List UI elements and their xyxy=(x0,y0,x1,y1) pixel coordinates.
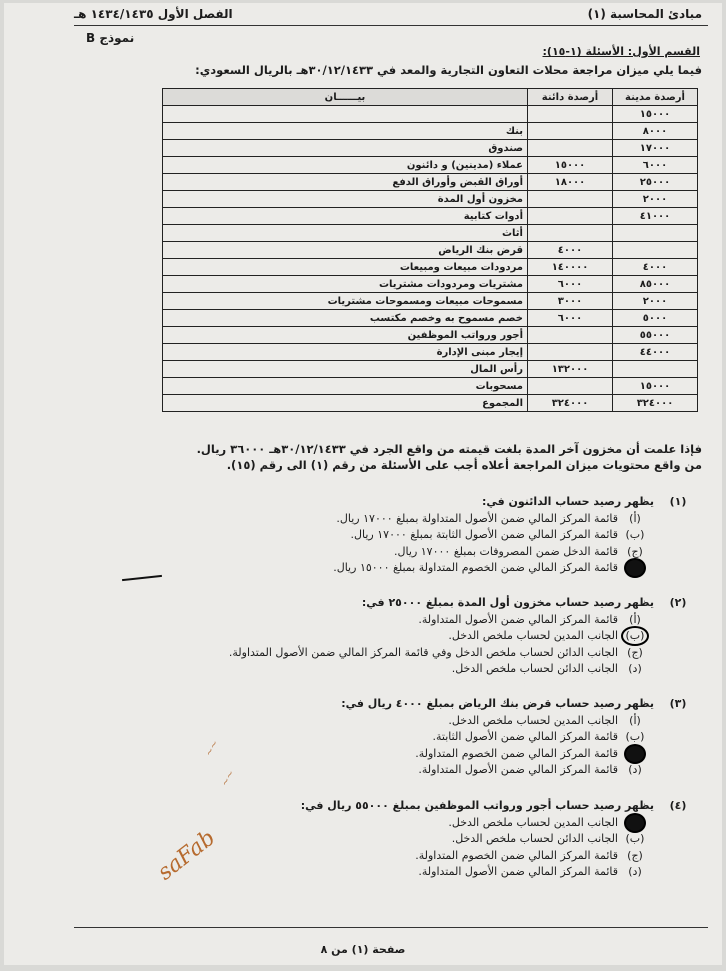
course-title: مبادئ المحاسبة (١) xyxy=(587,7,702,21)
option-letter: (ج) xyxy=(627,544,643,558)
credit-cell: ١٨٠٠٠ xyxy=(528,174,613,191)
option-text: قائمة المركز المالي ضمن الأصول المتداولة. xyxy=(418,763,618,777)
table-row xyxy=(163,293,698,310)
option-text: الجانب الدائن لحساب ملخص الدخل وفي قائمة المركز المالي ضمن الأصول المتداولة. xyxy=(228,645,618,659)
option-letter: (ج) xyxy=(627,848,643,862)
question-text: يظهر رصيد حساب قرض بنك الرياض بمبلغ ٤٠٠٠ ريال في: xyxy=(341,697,654,710)
answer-option[interactable] xyxy=(44,814,702,831)
credit-cell xyxy=(528,208,613,225)
option-text: الجانب المدين لحساب ملخص الدخل. xyxy=(448,713,618,727)
semester-label: الفصل الأول ١٤٣٤/١٤٣٥ هـ xyxy=(74,7,233,21)
desc-cell: مسموحات مبيعات ومسموحات مشتريات xyxy=(163,293,528,310)
desc-cell: إيجار مبنى الإدارة xyxy=(163,344,528,361)
desc-cell: صندوق xyxy=(163,140,528,157)
credit-cell: ١٤٠٠٠٠ xyxy=(528,259,613,276)
debit-cell: ٤١٠٠٠ xyxy=(613,208,698,225)
question-number: (٢) xyxy=(669,596,687,609)
debit-cell xyxy=(613,361,698,378)
credit-cell xyxy=(528,327,613,344)
credit-cell: ١٣٢٠٠٠ xyxy=(528,361,613,378)
option-text: الجانب المدين لحساب ملخص الدخل. xyxy=(448,815,618,829)
desc-cell: مسحوبات xyxy=(163,378,528,395)
option-letter: (أ) xyxy=(629,612,641,626)
margin-scribble: ~~ xyxy=(203,738,222,759)
credit-cell xyxy=(528,225,613,242)
table-row xyxy=(163,361,698,378)
option-text: الجانب الدائن لحساب ملخص الدخل. xyxy=(451,832,618,846)
option-letter: (ب) xyxy=(625,528,645,542)
option-letter: (ب) xyxy=(625,730,645,744)
desc-cell: أوراق القبض وأوراق الدفع xyxy=(163,174,528,191)
credit-cell: ٣٠٠٠ xyxy=(528,293,613,310)
answer-option[interactable] xyxy=(44,628,702,645)
section-intro: فيما يلي ميزان مراجعة محلات التعاون التجارية والمعد في ٣٠/١٢/١٤٣٣هـ بالريال السعودي: xyxy=(195,63,702,77)
table-row xyxy=(163,242,698,259)
table-row xyxy=(163,225,698,242)
table-row xyxy=(163,344,698,361)
desc-cell: أجور ورواتب الموظفين xyxy=(163,327,528,344)
debit-cell: ٤٠٠٠ xyxy=(613,259,698,276)
question-2 xyxy=(44,594,702,677)
debit-cell: ٦٠٠٠ xyxy=(613,157,698,174)
debit-cell xyxy=(613,225,698,242)
option-text: قائمة المركز المالي ضمن الأصول المتداولة بمبلغ ١٧٠٠٠ ريال. xyxy=(336,511,618,525)
option-letter: (ب) xyxy=(624,629,646,642)
option-text: قائمة المركز المالي ضمن الخصوم المتداولة. xyxy=(415,746,618,760)
desc-cell: مردودات مبيعات ومبيعات xyxy=(163,259,528,276)
trial-balance-table xyxy=(162,88,698,412)
desc-cell: رأس المال xyxy=(163,361,528,378)
table-row xyxy=(163,174,698,191)
table-row xyxy=(163,276,698,293)
debit-cell: ٢٠٠٠ xyxy=(613,293,698,310)
answer-option[interactable] xyxy=(44,762,702,779)
header-divider xyxy=(74,25,708,26)
answer-circle-mark xyxy=(624,744,646,764)
handwritten-signature: saFab xyxy=(153,825,221,886)
answer-circle-mark xyxy=(624,813,646,833)
col-credit: أرصدة دائنة xyxy=(528,89,613,106)
answer-option[interactable] xyxy=(44,644,702,661)
debit-cell: ١٥٠٠٠ xyxy=(613,106,698,123)
table-row xyxy=(163,310,698,327)
answer-option[interactable] xyxy=(44,560,702,577)
debit-cell: ١٥٠٠٠ xyxy=(613,378,698,395)
table-row xyxy=(163,157,698,174)
debit-cell: ٤٤٠٠٠ xyxy=(613,344,698,361)
page-header xyxy=(74,7,702,21)
option-letter xyxy=(624,816,646,829)
credit-cell xyxy=(528,106,613,123)
model-label: نموذج B xyxy=(86,31,135,45)
desc-cell: أدوات كتابية xyxy=(163,208,528,225)
col-desc: بيــــــان xyxy=(163,89,528,106)
option-text: قائمة الدخل ضمن المصروفات بمبلغ ١٧٠٠٠ ريال. xyxy=(394,544,618,558)
option-text: قائمة المركز المالي ضمن الأصول المتداولة. xyxy=(418,612,618,626)
debit-cell: ٥٠٠٠ xyxy=(613,310,698,327)
table-row xyxy=(163,395,698,412)
debit-cell: ٢٥٠٠٠ xyxy=(613,174,698,191)
option-text: الجانب المدين لحساب ملخص الدخل. xyxy=(448,629,618,643)
debit-cell xyxy=(613,242,698,259)
answer-option[interactable] xyxy=(44,729,702,746)
answer-option[interactable] xyxy=(44,831,702,848)
answer-option[interactable] xyxy=(44,661,702,678)
credit-cell xyxy=(528,123,613,140)
answer-option[interactable] xyxy=(44,510,702,527)
credit-cell: ١٥٠٠٠ xyxy=(528,157,613,174)
desc-cell: المجموع xyxy=(163,395,528,412)
credit-cell xyxy=(528,378,613,395)
answer-option[interactable] xyxy=(44,527,702,544)
table-row xyxy=(163,208,698,225)
exam-page xyxy=(4,3,722,965)
debit-cell: ٨٥٠٠٠ xyxy=(613,276,698,293)
option-text: قائمة المركز المالي ضمن الأصول المتداولة. xyxy=(418,865,618,879)
credit-cell: ٣٢٤٠٠٠ xyxy=(528,395,613,412)
question-title xyxy=(44,797,702,814)
option-letter: (أ) xyxy=(629,511,641,525)
table-row xyxy=(163,191,698,208)
question-number: (٤) xyxy=(669,799,687,812)
credit-cell: ٦٠٠٠ xyxy=(528,310,613,327)
question-3 xyxy=(44,695,702,778)
answer-circle-mark xyxy=(624,558,646,578)
option-letter: (ب) xyxy=(625,832,645,846)
option-letter: (د) xyxy=(628,763,642,777)
question-text: يظهر رصيد حساب الدائنون في: xyxy=(481,495,654,508)
answer-option[interactable] xyxy=(44,745,702,762)
desc-cell: أثاث xyxy=(163,225,528,242)
question-number: (١) xyxy=(669,495,687,508)
col-debit: أرصدة مدينة xyxy=(613,89,698,106)
credit-cell: ٤٠٠٠ xyxy=(528,242,613,259)
margin-scribble: ~~ xyxy=(219,768,238,789)
table-row xyxy=(163,123,698,140)
question-title xyxy=(44,493,702,510)
desc-cell: مشتريات ومردودات مشتريات xyxy=(163,276,528,293)
option-letter xyxy=(624,747,646,760)
option-text: الجانب الدائن لحساب ملخص الدخل. xyxy=(451,662,618,676)
question-text: يظهر رصيد حساب أجور ورواتب الموظفين بمبلغ ٥٥٠٠٠ ريال في: xyxy=(300,799,654,812)
option-letter xyxy=(624,561,646,574)
question-1 xyxy=(44,493,702,576)
page-number: صفحة (١) من ٨ xyxy=(320,943,406,956)
question-title xyxy=(44,695,702,712)
option-letter: (د) xyxy=(628,662,642,676)
instructions xyxy=(94,441,702,473)
desc-cell xyxy=(163,106,528,123)
question-text: يظهر رصيد حساب مخزون أول المدة بمبلغ ٢٥٠٠٠ في: xyxy=(361,596,654,609)
table-row xyxy=(163,378,698,395)
debit-cell: ٥٥٠٠٠ xyxy=(613,327,698,344)
question-title xyxy=(44,594,702,611)
question-number: (٣) xyxy=(669,697,687,710)
answer-option[interactable] xyxy=(44,543,702,560)
answer-option[interactable] xyxy=(44,611,702,628)
answer-option[interactable] xyxy=(44,864,702,881)
section-heading: القسم الأول: الأسئلة (١-١٥): xyxy=(542,45,700,58)
debit-cell: ٨٠٠٠ xyxy=(613,123,698,140)
credit-cell xyxy=(528,344,613,361)
table-row xyxy=(163,327,698,344)
table-row xyxy=(163,259,698,276)
instruction-line-1: فإذا علمت أن مخزون آخر المدة بلغت قيمته من واقع الجرد في ٣٠/١٢/١٤٣٣هـ ٣٦٠٠٠ ريال. xyxy=(196,442,702,456)
option-text: قائمة المركز المالي ضمن الأصول الثابتة بمبلغ ١٧٠٠٠ ريال. xyxy=(350,528,618,542)
credit-cell xyxy=(528,140,613,157)
table-row xyxy=(163,106,698,123)
debit-cell: ٣٢٤٠٠٠ xyxy=(613,395,698,412)
question-4 xyxy=(44,797,702,880)
credit-cell: ٦٠٠٠ xyxy=(528,276,613,293)
debit-cell: ١٧٠٠٠ xyxy=(613,140,698,157)
instruction-line-2: من واقع محتويات ميزان المراجعة أعلاه أجب على الأسئلة من رقم (١) الى رقم (١٥). xyxy=(226,458,702,472)
desc-cell: بنك xyxy=(163,123,528,140)
desc-cell: قرض بنك الرياض xyxy=(163,242,528,259)
footer-divider xyxy=(74,927,708,928)
option-letter: (ج) xyxy=(627,645,643,659)
option-text: قائمة المركز المالي ضمن الخصوم المتداولة. xyxy=(415,848,618,862)
credit-cell xyxy=(528,191,613,208)
desc-cell: خصم مسموح به وخصم مكتسب xyxy=(163,310,528,327)
table-row xyxy=(163,140,698,157)
answer-option[interactable] xyxy=(44,712,702,729)
option-text: قائمة المركز المالي ضمن الأصول الثابتة. xyxy=(432,730,618,744)
answer-option[interactable] xyxy=(44,847,702,864)
option-letter: (د) xyxy=(628,865,642,879)
option-letter: (أ) xyxy=(629,713,641,727)
option-text: قائمة المركز المالي ضمن الخصوم المتداولة بمبلغ ١٥٠٠٠ ريال. xyxy=(333,561,618,575)
desc-cell: عملاء (مدينين) و دائنون xyxy=(163,157,528,174)
debit-cell: ٢٠٠٠ xyxy=(613,191,698,208)
desc-cell: مخزون أول المدة xyxy=(163,191,528,208)
